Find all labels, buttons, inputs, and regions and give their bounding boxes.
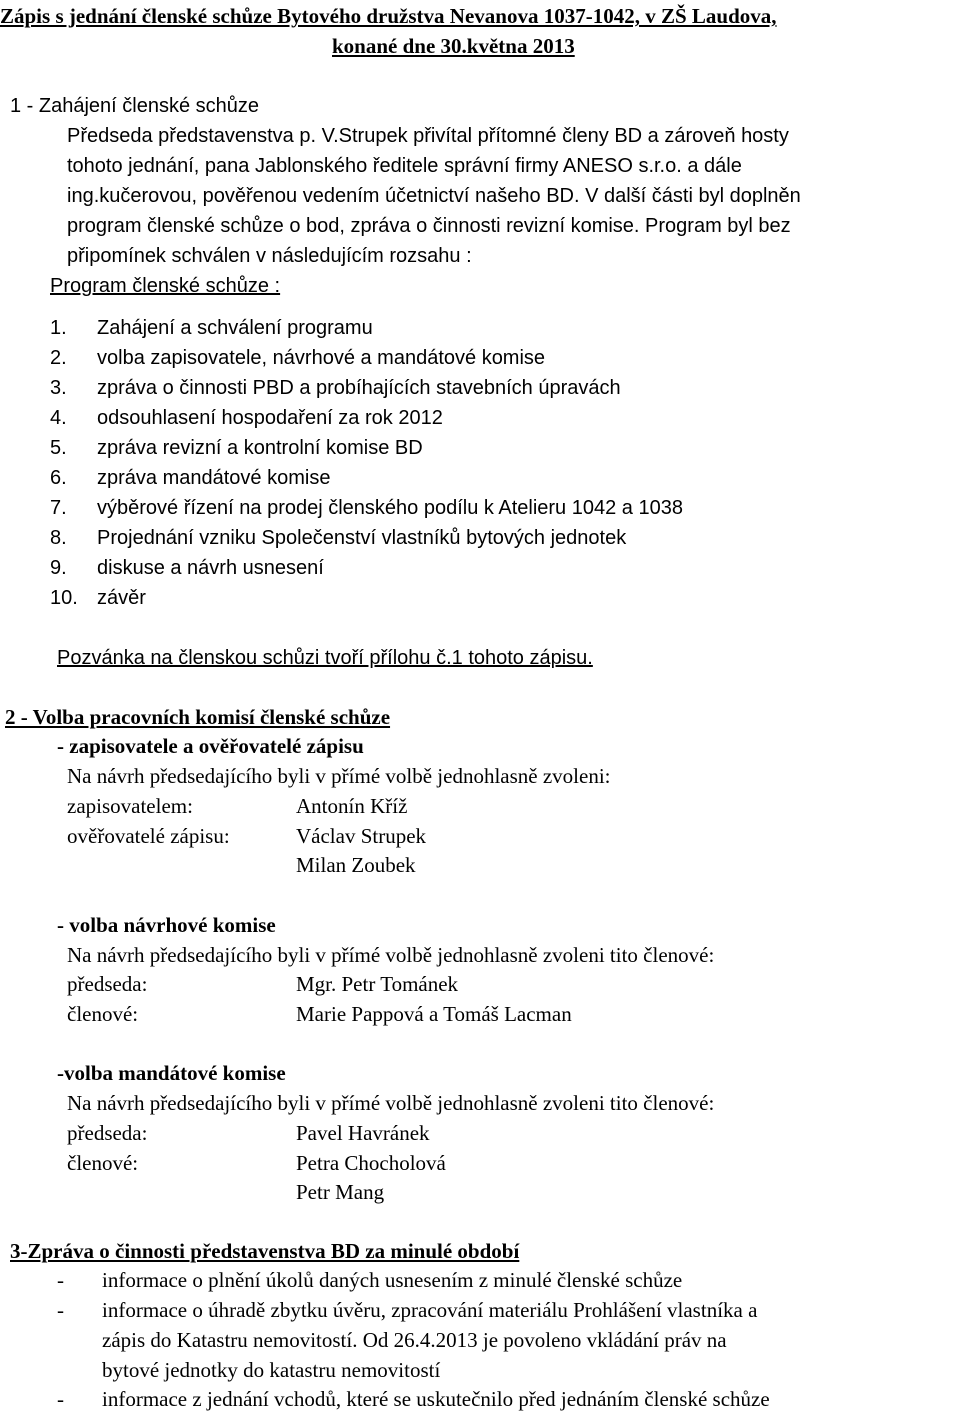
program-item: 7. výběrové řízení na prodej členského podílu k Atelieru 1042 a 1038 bbox=[50, 497, 683, 519]
program-item: 10. závěr bbox=[50, 587, 146, 609]
report-item: - informace z jednání vchodů, které se uskutečnilo před jednáním členské schůze bbox=[57, 1387, 770, 1411]
invitation-note: Pozvánka na členskou schůzi tvoří přílohu č.1 tohoto zápisu. bbox=[57, 647, 593, 669]
report-item-continuation: bytové jednotky do katastru nemovitostí bbox=[102, 1358, 441, 1382]
proposal-members-names: Marie Pappová a Tomáš Lacman bbox=[296, 1002, 572, 1026]
report-item: - informace o plnění úkolů daných usnesením z minulé členské schůze bbox=[57, 1268, 683, 1292]
intro-line-3: ing.kučerovou, pověřenou vedením účetnictví našeho BD. V další části byl doplněn bbox=[67, 185, 801, 207]
proposal-chair-label: předseda: bbox=[67, 972, 148, 996]
subsection-recorders-heading: - zapisovatele a ověřovatelé zápisu bbox=[57, 734, 364, 758]
program-item: 4. odsouhlasení hospodaření za rok 2012 bbox=[50, 407, 443, 429]
proposal-chair-name: Mgr. Petr Tománek bbox=[296, 972, 459, 996]
mandate-election-line: Na návrh předsedajícího byli v přímé volbě jednohlasně zvoleni tito členové: bbox=[67, 1091, 715, 1115]
document-title-line2: konané dne 30.května 2013 bbox=[332, 34, 575, 58]
intro-line-5: připomínek schválen v následujícím rozsahu : bbox=[67, 245, 472, 267]
section-2-heading: 2 - Volba pracovních komisí členské schůze bbox=[5, 705, 391, 729]
proposal-members-label: členové: bbox=[67, 1002, 139, 1026]
report-item: - informace o úhradě zbytku úvěru, zpracování materiálu Prohlášení vlastníka a bbox=[57, 1298, 758, 1322]
mandate-chair-name: Pavel Havránek bbox=[296, 1121, 430, 1145]
document-title-line1: Zápis s jednání členské schůze Bytového družstva Nevanova 1037-1042, v ZŠ Laudova, bbox=[0, 4, 777, 28]
recorder-name: Antonín Kříž bbox=[296, 794, 408, 818]
report-item-continuation: zápis do Katastru nemovitostí. Od 26.4.2013 je povoleno vkládání práv na bbox=[102, 1328, 727, 1352]
program-item: 9. diskuse a návrh usnesení bbox=[50, 557, 324, 579]
intro-line-2: tohoto jednání, pana Jablonského ředitele správní firmy ANESO s.r.o. a dále bbox=[67, 155, 742, 177]
program-item: 1. Zahájení a schválení programu bbox=[50, 317, 373, 339]
verifier-name: Václav Strupek bbox=[296, 824, 427, 848]
mandate-member-name: Petra Chocholová bbox=[296, 1151, 446, 1175]
program-item: 5. zpráva revizní a kontrolní komise BD bbox=[50, 437, 423, 459]
program-item: 8. Projednání vzniku Společenství vlastníků bytových jednotek bbox=[50, 527, 627, 549]
intro-line-4: program členské schůze o bod, zpráva o činnosti revizní komise. Program byl bez bbox=[67, 215, 791, 237]
program-heading: Program členské schůze : bbox=[50, 275, 281, 297]
subsection-mandate-committee-heading: -volba mandátové komise bbox=[57, 1061, 286, 1085]
mandate-chair-label: předseda: bbox=[67, 1121, 148, 1145]
program-item: 2. volba zapisovatele, návrhové a mandátové komise bbox=[50, 347, 546, 369]
subsection-proposal-committee-heading: - volba návrhové komise bbox=[57, 913, 276, 937]
program-item: 3. zpráva o činnosti PBD a probíhajících stavebních úpravách bbox=[50, 377, 621, 399]
program-item: 6. zpráva mandátové komise bbox=[50, 467, 331, 489]
mandate-member-name: Petr Mang bbox=[296, 1180, 385, 1204]
verifier-name: Milan Zoubek bbox=[296, 853, 416, 877]
mandate-members-label: členové: bbox=[67, 1151, 139, 1175]
recorders-election-line: Na návrh předsedajícího byli v přímé volbě jednohlasně zvoleni: bbox=[67, 764, 611, 788]
section-1-heading: 1 - Zahájení členské schůze bbox=[10, 95, 260, 117]
verifiers-label: ověřovatelé zápisu: bbox=[67, 824, 230, 848]
proposal-election-line: Na návrh předsedajícího byli v přímé volbě jednohlasně zvoleni tito členové: bbox=[67, 943, 715, 967]
intro-line-1: Předseda představenstva p. V.Strupek přivítal přítomné členy BD a zároveň hosty bbox=[67, 125, 789, 147]
recorder-label: zapisovatelem: bbox=[67, 794, 193, 818]
section-3-heading: 3-Zpráva o činnosti představenstva BD za minulé období bbox=[10, 1239, 520, 1263]
